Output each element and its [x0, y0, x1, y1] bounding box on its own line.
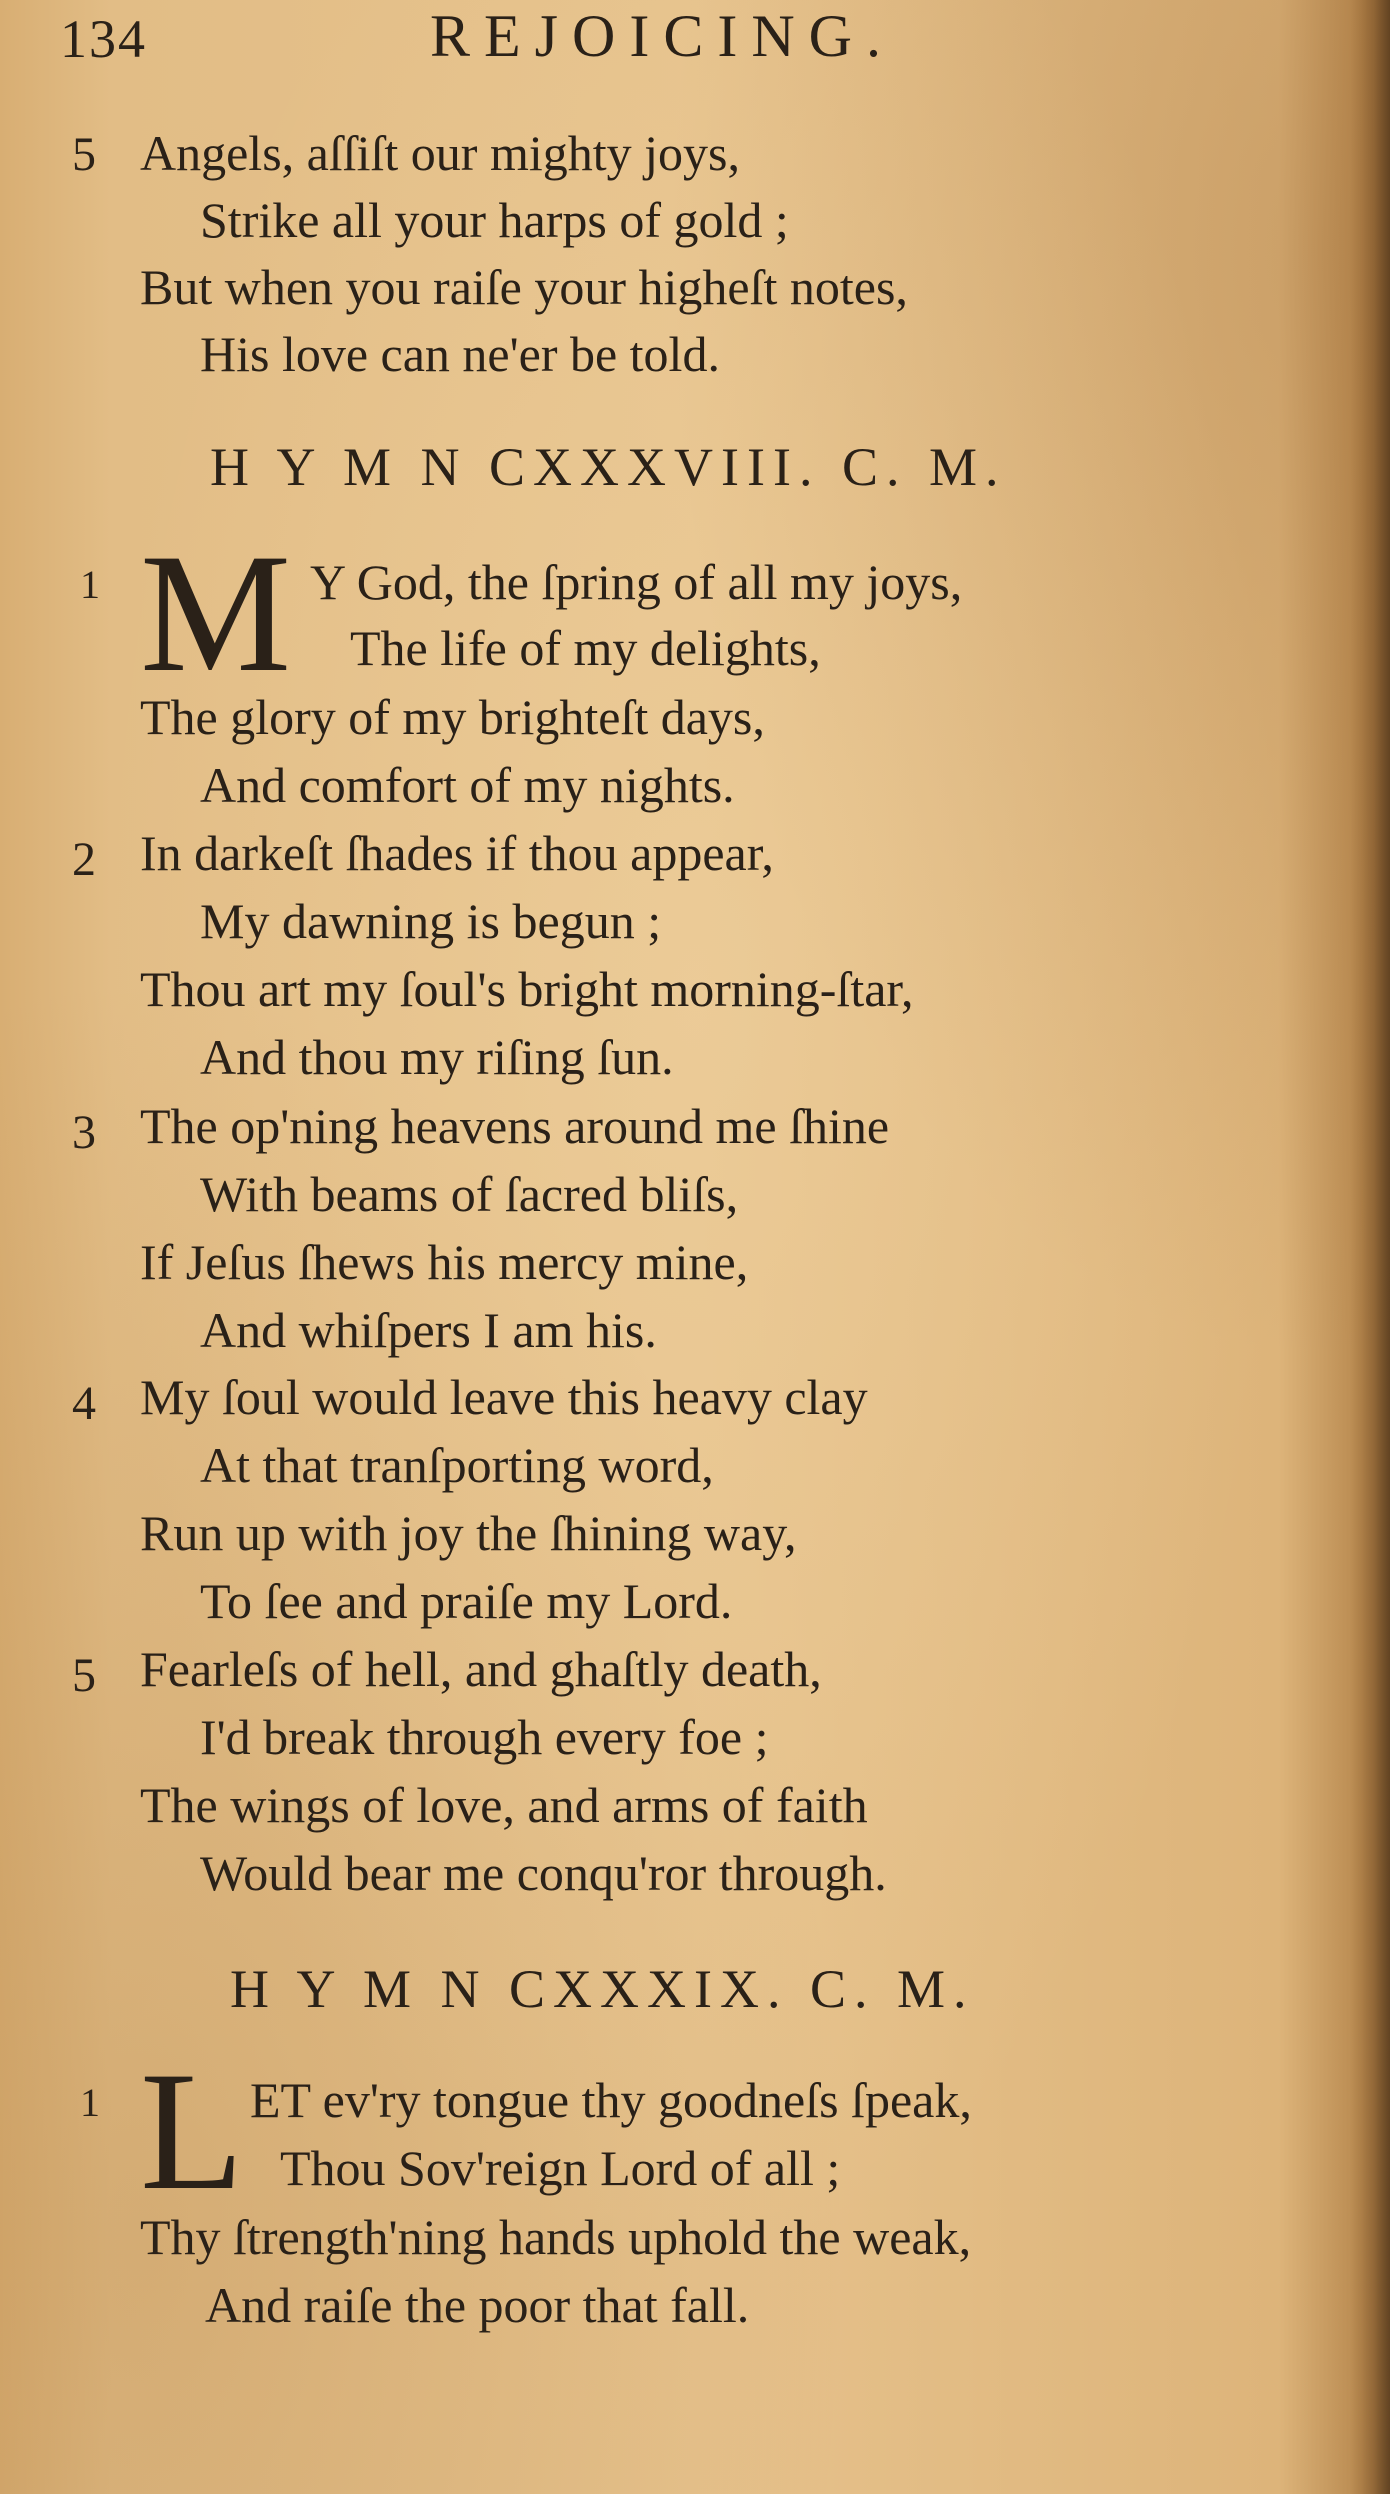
verse-line: If Jeſus ſhews his mercy mine,	[140, 1234, 749, 1290]
verse-line: Would bear me conqu'ror through.	[200, 1845, 887, 1901]
verse-line: Run up with joy the ſhining way,	[140, 1505, 797, 1561]
verse-line: But when you raiſe your higheſt notes,	[140, 259, 908, 315]
verse-line: Y God, the ſpring of all my joys,	[310, 554, 963, 610]
verse-number: 4	[72, 1377, 96, 1430]
page-edge-shadow	[1350, 0, 1390, 2494]
drop-cap: M	[140, 519, 292, 707]
verse-line: Thou art my ſoul's bright morning-ſtar,	[140, 961, 914, 1017]
verse-line: The glory of my brighteſt days,	[140, 689, 765, 745]
verse-line: With beams of ſacred bliſs,	[200, 1166, 739, 1222]
verse-line: Angels, aſſiſt our mighty joys,	[140, 125, 740, 181]
verse-number: 1	[80, 2080, 100, 2125]
verse-line: My dawning is begun ;	[200, 893, 662, 949]
running-title: REJOICING.	[430, 3, 895, 69]
verse-number: 5	[72, 1649, 96, 1702]
hymn-title: H Y M N CXXXVIII. C. M.	[210, 437, 1007, 497]
verse-number: 2	[72, 833, 96, 886]
verse-line: And whiſpers I am his.	[200, 1302, 657, 1358]
verse-number: 5	[72, 128, 96, 181]
verse-line: At that tranſporting word,	[200, 1437, 714, 1493]
verse-line: Thy ſtrength'ning hands uphold the weak,	[140, 2209, 972, 2265]
page-number: 134	[60, 9, 147, 69]
verse-line: ET ev'ry tongue thy goodneſs ſpeak,	[250, 2072, 972, 2128]
verse-number: 1	[80, 562, 100, 607]
verse-line: And comfort of my nights.	[200, 757, 735, 813]
drop-cap: L	[140, 2037, 244, 2225]
verse-line: My ſoul would leave this heavy clay	[140, 1369, 868, 1425]
verse-line: And raiſe the poor that fall.	[205, 2277, 750, 2333]
verse-line: In darkeſt ſhades if thou appear,	[140, 825, 774, 881]
verse-line: I'd break through every foe ;	[200, 1709, 769, 1765]
verse-line: Thou Sov'reign Lord of all ;	[280, 2140, 841, 2196]
page-header	[60, 0, 1260, 80]
hymn-title: H Y M N CXXXIX. C. M.	[230, 1959, 975, 2019]
verse-line: And thou my riſing ſun.	[200, 1029, 674, 1085]
verse-line: His love can ne'er be told.	[200, 326, 720, 382]
verse-line: Strike all your harps of gold ;	[200, 192, 789, 248]
verse-line: The life of my delights,	[350, 620, 821, 676]
verse-line: To ſee and praiſe my Lord.	[200, 1573, 733, 1629]
verse-line: The wings of love, and arms of faith	[140, 1777, 868, 1833]
verse-number: 3	[72, 1106, 96, 1159]
verse-line: Fearleſs of hell, and ghaſtly death,	[140, 1641, 822, 1697]
verse-line: The op'ning heavens around me ſhine	[140, 1098, 890, 1154]
